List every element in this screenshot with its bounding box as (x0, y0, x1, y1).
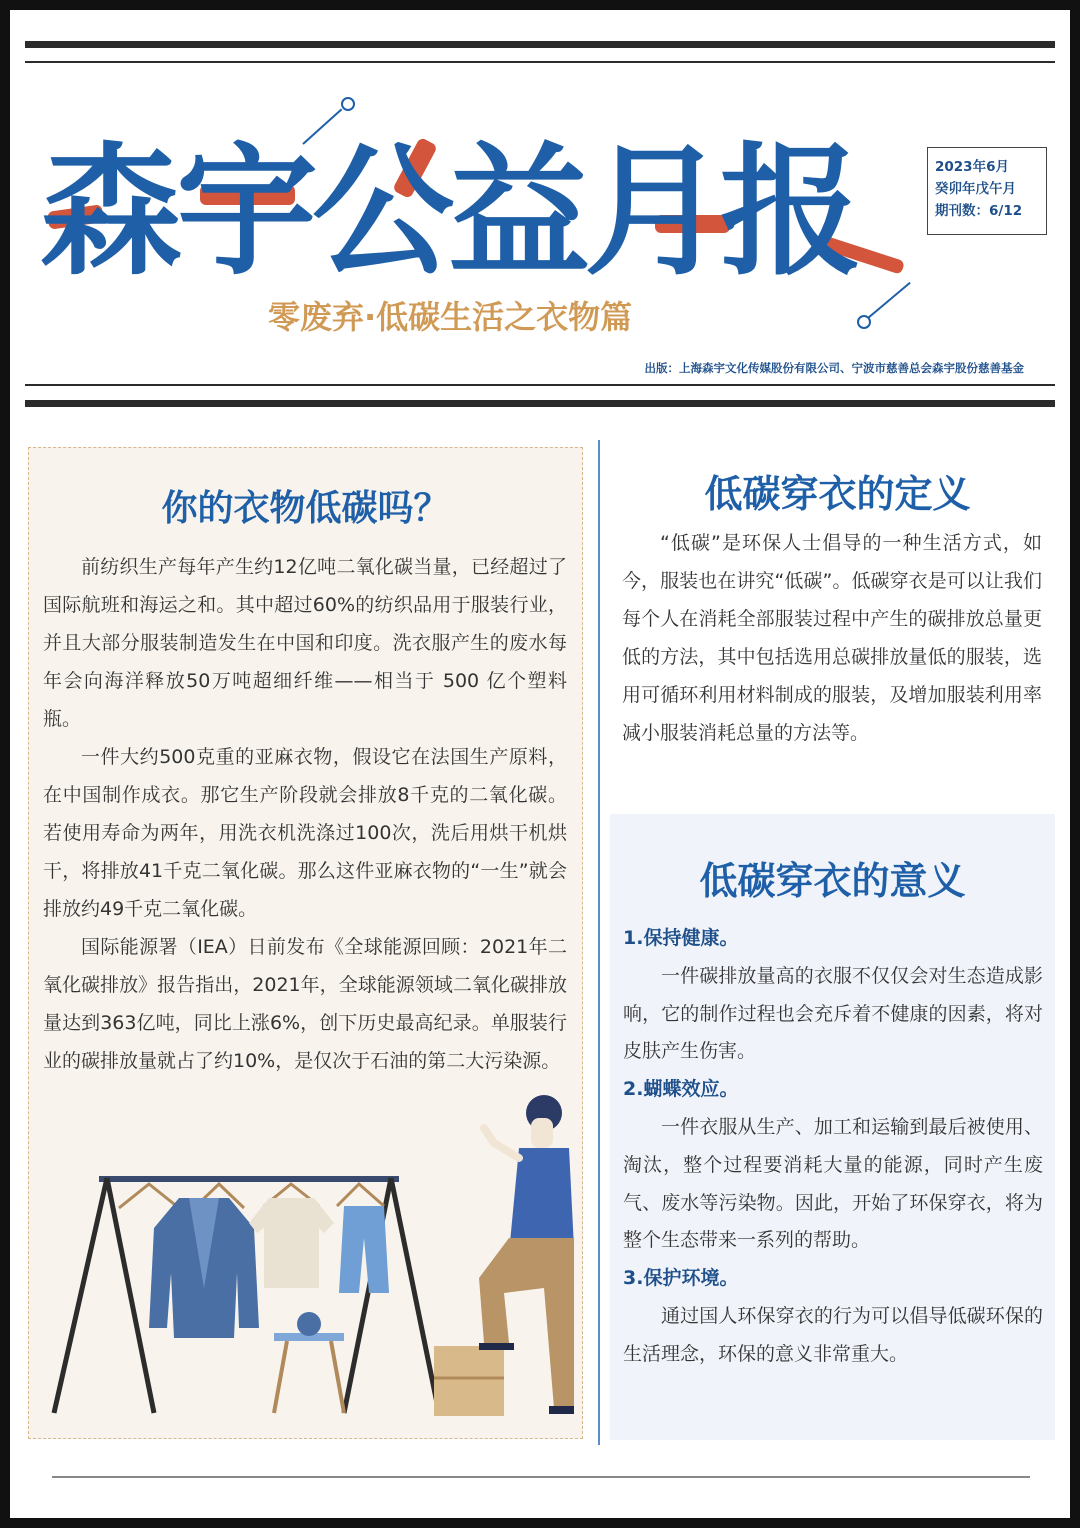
article-paragraph: 前纺织生产每年产生约12亿吨二氧化碳当量，已经超过了国际航班和海运之和。其中超过60%的纺织品用于服装行业，并且大部分服装制造发生在中国和印度。洗衣服产生的废水每年会向海洋释放50万吨超细纤维——相当于 500 亿个塑料瓶。 (43, 556, 567, 730)
meaning-heading: 2.蝴蝶效应。 (623, 1078, 739, 1101)
article-paragraph: 一件大约500克重的亚麻衣物，假设它在法国生产原料，在中国制作成衣。那它生产阶段就会排放8千克的二氧化碳。若使用寿命为两年，用洗衣机洗涤过100次，洗后用烘干机烘干，将排放41千克二氧化碳。那么这件亚麻衣物的“一生”就会排放约49千克二氧化碳。 (43, 746, 567, 920)
meaning-heading: 1.保持健康。 (623, 927, 739, 949)
meaning-paragraph: 一件衣服从生产、加工和运输到最后被使用、淘汰，整个过程要消耗大量的能源，同时产生废气、废水等污染物。因此，开始了环保穿衣，将为整个生态带来一系列的帮助。 (623, 1115, 1043, 1252)
person-face (531, 1118, 553, 1148)
lunar-date: 癸卯年戊午月 (935, 181, 1016, 197)
meaning-paragraph: 一件碳排放量高的衣服不仅仅会对生态造成影响，它的制作过程也会充斥着不健康的因素，将对皮肤产生伤害。 (623, 964, 1043, 1063)
meaning-heading: 3.保护环境。 (623, 1267, 739, 1290)
table-leg (331, 1341, 344, 1413)
person-shoe (549, 1406, 574, 1414)
article-title: 你的衣物低碳吗？ (161, 488, 450, 529)
table-leg (274, 1341, 287, 1413)
decorative-circle-icon (341, 97, 355, 111)
top-rule-thick (25, 41, 1055, 48)
article-body (43, 548, 567, 1080)
publisher-line: 出版：上海森宇文化传媒股份有限公司、宁波市慈善总会森宇股份慈善基金 (644, 361, 1024, 375)
hanger-icon (119, 1184, 179, 1208)
decorative-circle-icon (857, 315, 871, 329)
issue-date-box (927, 147, 1047, 235)
masthead-subtitle: 零废弃·低碳生活之衣物篇 (268, 298, 633, 336)
jeans-icon (339, 1206, 389, 1293)
meaning-paragraph: 通过国人环保穿衣的行为可以倡导低碳环保的生活理念，环保的意义非常重大。 (623, 1304, 1043, 1365)
rack-leg (54, 1178, 107, 1413)
wooden-box (434, 1346, 504, 1416)
issue-date: 2023年6月 (935, 159, 1009, 175)
bottom-rule (52, 1476, 1030, 1478)
meaning-panel (610, 814, 1055, 1440)
rack-bar (99, 1176, 399, 1182)
masthead-rule-thin (25, 384, 1055, 386)
issue-number: 期刊数：6/12 (935, 203, 1023, 219)
rack-leg (107, 1178, 154, 1413)
person-arm (484, 1128, 519, 1158)
definition-body (622, 524, 1042, 752)
newsletter-page (10, 10, 1070, 1518)
masthead-rule-thick (25, 400, 1055, 407)
definition-paragraph: “低碳”是环保人士倡导的一种生活方式，如今，服装也在讲究“低碳”。低碳穿衣是可以让我们每个人在消耗全部服装过程中产生的碳排放总量更低的方法，其中包括选用总碳排放量低的服装，选用可循环利用材料制成的服装，及增加服装利用率减小服装消耗总量的方法等。 (622, 532, 1042, 744)
rack-leg (391, 1178, 439, 1413)
masthead-title: 森宇公益月报 (40, 130, 856, 295)
meaning-body (623, 920, 1043, 1374)
top-rule-thin (25, 61, 1055, 63)
hanger-icon (337, 1184, 384, 1206)
shirt-icon (249, 1198, 334, 1288)
person-jacket (509, 1148, 574, 1253)
person-shoe (479, 1343, 514, 1350)
meaning-title: 低碳穿衣的意义 (699, 859, 966, 903)
clothes-rack-illustration (39, 1088, 574, 1428)
left-article-panel (28, 447, 583, 1439)
column-divider (598, 440, 600, 1445)
yarn-ball-icon (297, 1312, 321, 1336)
article-paragraph: 国际能源署（IEA）日前发布《全球能源回顾：2021年二氧化碳排放》报告指出，2021年，全球能源领域二氧化碳排放量达到363亿吨，同比上涨6%，创下历史最高纪录。单服装行业的碳排放量就占了约10%，是仅次于石油的第二大污染源。 (43, 936, 567, 1072)
definition-title: 低碳穿衣的定义 (704, 472, 971, 516)
